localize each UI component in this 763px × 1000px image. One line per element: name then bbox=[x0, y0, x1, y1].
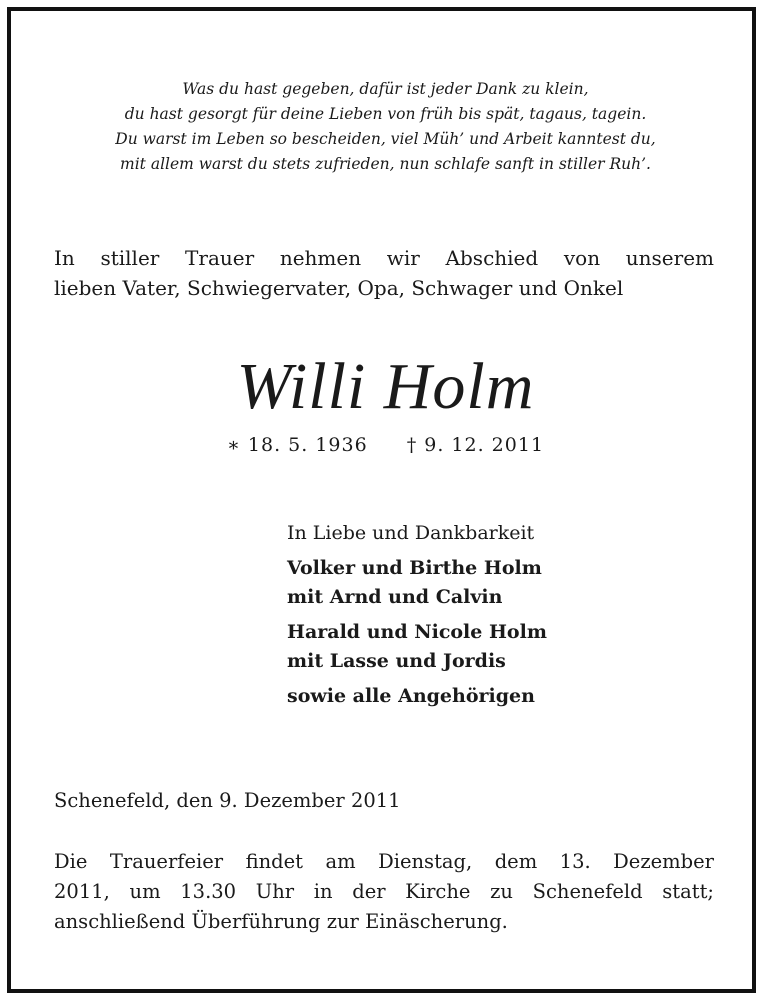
death-date: † 9. 12. 2011 bbox=[406, 434, 545, 456]
family-line: Volker und Birthe Holm bbox=[287, 557, 542, 579]
family-heading: In Liebe und Dankbarkeit bbox=[287, 522, 535, 544]
family-line: Harald und Nicole Holm bbox=[287, 621, 547, 643]
family-line: mit Arnd und Calvin bbox=[287, 586, 503, 608]
family-signature bbox=[287, 519, 727, 711]
intro-text bbox=[54, 243, 714, 303]
deceased-name: Willi Holm bbox=[236, 350, 535, 423]
ceremony-line: Die Trauerfeier findet am Dienstag, dem 13. Dezember bbox=[54, 850, 714, 873]
poem bbox=[11, 77, 760, 177]
intro-line: lieben Vater, Schwiegervater, Opa, Schwager und Onkel bbox=[54, 276, 624, 300]
family-line: sowie alle Angehörigen bbox=[287, 685, 535, 707]
poem-line: mit allem warst du stets zufrieden, nun schlafe sanft in stiller Ruh’. bbox=[120, 155, 651, 173]
ceremony-notice bbox=[54, 847, 714, 937]
life-dates bbox=[11, 434, 760, 456]
intro-line: In stiller Trauer nehmen wir Abschied von unserem bbox=[54, 246, 714, 270]
poem-line: du hast gesorgt für deine Lieben von früh bis spät, tagaus, tagein. bbox=[124, 105, 647, 123]
ceremony-line: 2011, um 13.30 Uhr in der Kirche zu Schenefeld statt; bbox=[54, 880, 714, 903]
family-line: mit Lasse und Jordis bbox=[287, 650, 506, 672]
place-date: Schenefeld, den 9. Dezember 2011 bbox=[54, 789, 401, 812]
poem-line: Du warst im Leben so bescheiden, viel Müh’ und Arbeit kanntest du, bbox=[115, 130, 656, 148]
obituary-frame bbox=[7, 7, 756, 993]
birth-date: ∗ 18. 5. 1936 bbox=[226, 434, 368, 456]
ceremony-line: anschließend Überführung zur Einäscherung. bbox=[54, 910, 508, 933]
poem-line: Was du hast gegeben, dafür ist jeder Dank zu klein, bbox=[182, 80, 589, 98]
